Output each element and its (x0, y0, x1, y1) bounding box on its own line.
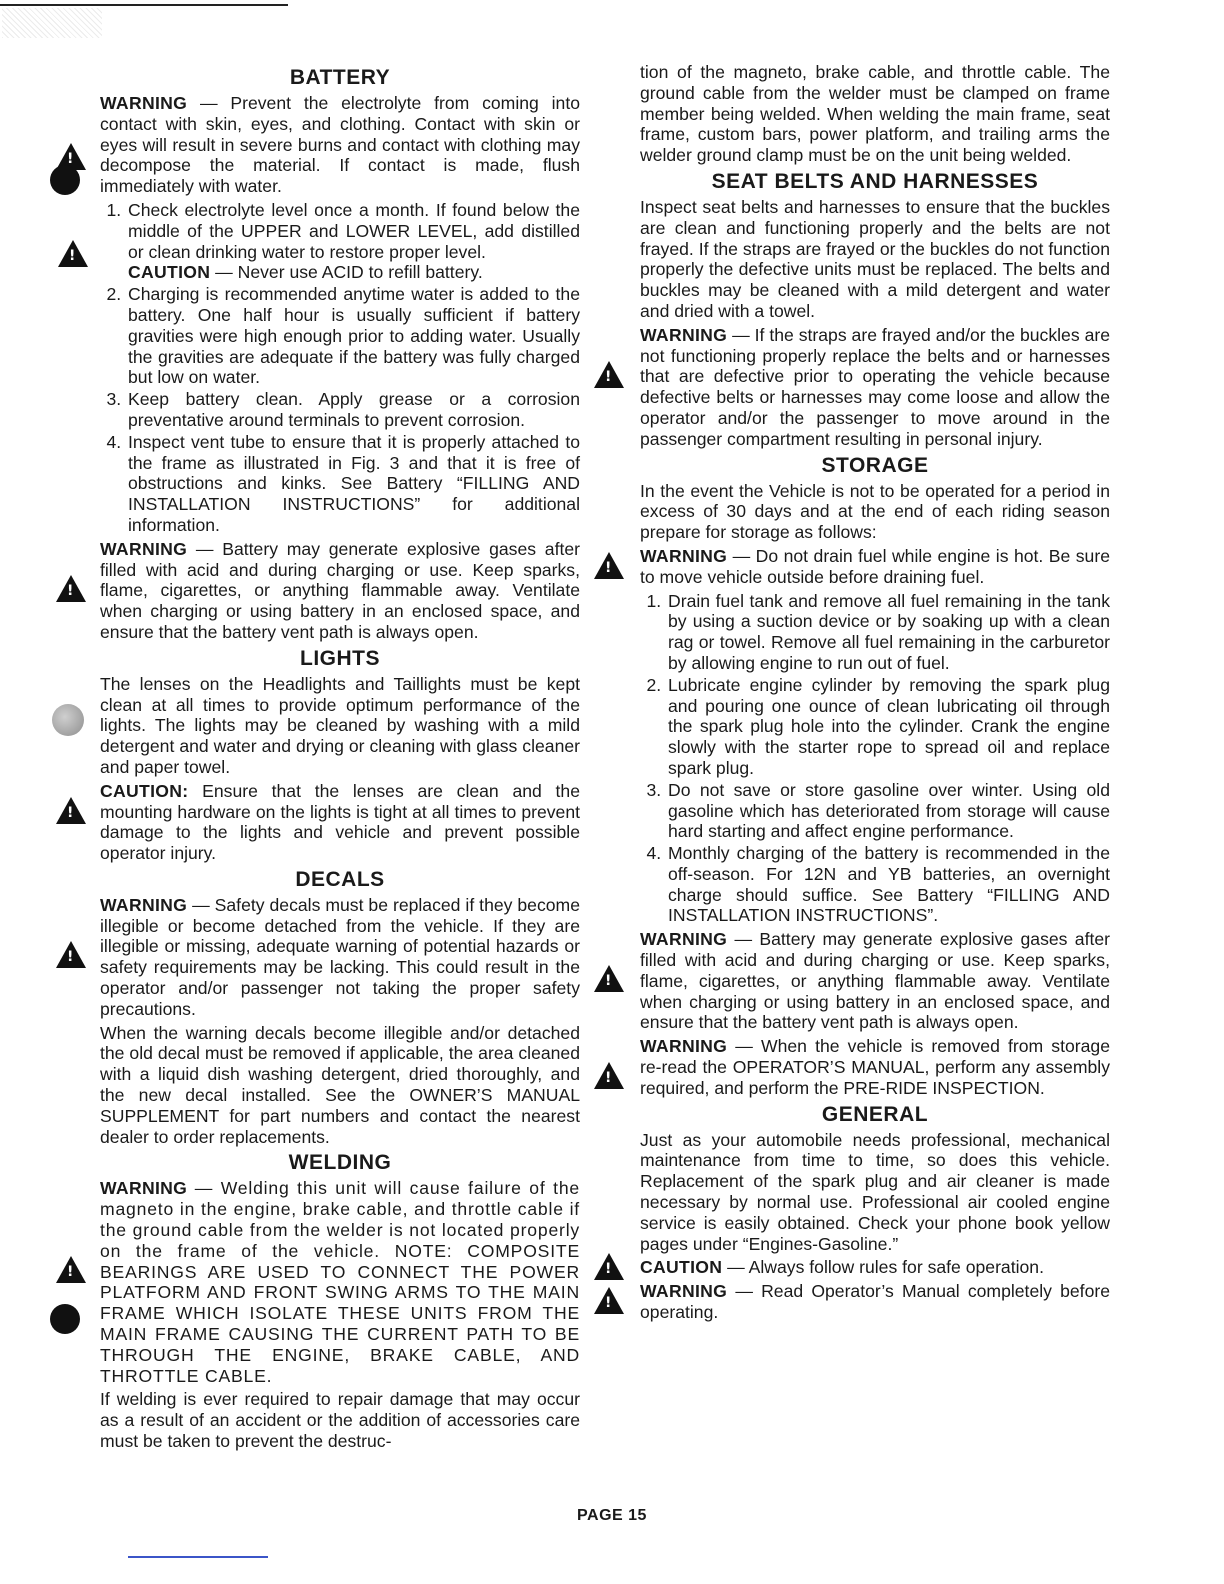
storage-step-2: 2. Lubricate engine cylinder by removing the spark plug and pouring one ounce of clean lubricating oil through the spark plug hole into the cylinder. Crank the engine slowly with the starter rope to spread oil and replace spark plug. (666, 675, 1110, 779)
storage-warning (640, 546, 1110, 588)
right-column (640, 62, 1110, 1326)
welding-body-2: tion of the magneto, brake cable, and throttle cable. The ground cable from the welder must be clamped on frame member being welded. When welding the main frame, seat frame, custom bars, power platform, and trailing arms the welder ground clamp must be on the unit being welded. (640, 62, 1110, 166)
general-body: Just as your automobile needs professional, mechanical maintenance from time to time, so does this vehicle. Replacement of the spark plug and air cleaner is made necessary by normal use. Professional air cooled engine service is easily obtained. Check your phone book yellow pages under “Engines-Gasoline.” (640, 1129, 1110, 1254)
seat-belts-warning (640, 325, 1110, 450)
welding-section (100, 1151, 580, 1451)
warning-triangle-icon (594, 1287, 624, 1314)
storage-warning-3 (640, 1036, 1110, 1098)
warning-label: WARNING (100, 93, 188, 113)
warning-triangle-icon (58, 240, 88, 267)
warning-text: — Prevent the electrolyte from coming into contact with skin, eyes, and clothing. Contact with skin or eyes will result in severe burns and contact with clothing may decompose the material. If contact is made, flush immediately with water. (100, 93, 580, 197)
warning-text: — Welding this unit will cause failure of the magneto in the engine, brake cable, and throttle cable if the ground cable from the welder is not located properly on the frame of the vehicle. NOTE: COMPOSITE BEARINGS ARE USED TO CONNECT THE POWER PLATFORM AND FRONT SWING ARMS TO THE MAIN FRAME WHICH ISOLATE THESE UNITS FROM THE MAIN FRAME CAUSING THE CURRENT PATH TO BE THROUGH THE ENGINE, BRAKE CABLE, AND THROTTLE CABLE. (100, 1178, 580, 1386)
decals-body: When the warning decals become illegible and/or detached the old decal must be removed if applicable, the area cleaned with a liquid dish washing detergent, dried thoroughly, and the new decal installed. See the OWNER’S MANUAL SUPPLEMENT for part numbers and contact the nearest dealer to order replacements. (100, 1022, 580, 1147)
storage-step-1: 1. Drain fuel tank and remove all fuel remaining in the tank by using a suction device or by soaking up with a clean rag or towel. Remove all fuel remaining in the carburetor by allowing engine to run out of fuel. (666, 591, 1110, 674)
seat-belts-body: Inspect seat belts and harnesses to ensure that the buckles are clean and functioning properly and the belts are not frayed. If the straps are frayed or the buckles do not function properly the defective units must be replaced. The belts and buckles may be cleaned with a mild detergent and water and dried with a towel. (640, 196, 1110, 321)
battery-step-3: 3. Keep battery clean. Apply grease or a corrosion preventative around terminals to prevent corrosion. (126, 389, 580, 431)
warning-text: — Read Operator’s Manual completely before operating. (640, 1281, 1110, 1323)
storage-intro: In the event the Vehicle is not to be operated for a period in excess of 30 days and at the end of each riding season prepare for storage as follows: (640, 480, 1110, 543)
battery-step-1: 1. Check electrolyte level once a month. If found below the middle of the UPPER and LOWER LEVEL, add distilled or clean drinking water to restore proper level. ! CAUTION — Never use ACID to refill battery. (126, 200, 580, 283)
battery-warning-2 (100, 539, 580, 643)
welding-heading: WELDING (288, 1151, 392, 1175)
bottom-rule (128, 1556, 268, 1558)
battery-heading: BATTERY (289, 66, 391, 89)
storage-warning-2 (640, 929, 1110, 1033)
warning-label: WARNING (640, 324, 728, 345)
battery-step-4: 4. Inspect vent tube to ensure that it is properly attached to the frame as illustrated in Fig. 3 and that it is free of obstructions and kinks. See Battery “FILLING AND INSTALLATION INSTRUCTIONS” for additional information. (126, 432, 580, 536)
warning-triangle-icon (56, 797, 86, 824)
warning-text: — Safety decals must be replaced if they become illegible or become detached from the vehicle. If they are illegible or missing, adequate warning of potential hazards or safety requirements may be lacking. This could result in the operator and/or passenger not taking the proper safety precautions. (100, 894, 580, 1019)
battery-steps (100, 200, 580, 536)
black-disc-icon (50, 1304, 80, 1334)
lights-body-block (100, 674, 580, 778)
battery-step-2: 2. Charging is recommended anytime water is added to the battery. One half hour is usually sufficient if battery gravities were high enough prior to adding water. Usually the gravities are adequate if the battery was fully charged but low on water. (126, 284, 580, 388)
warning-text: — If the straps are frayed and/or the buckles are not functioning properly replace the belts and or harnesses that are defective prior to operating the vehicle because defective belts or harnesses may come loose and allow the operator and/or the passenger to move around in the passenger compartment resulting in personal injury. (640, 324, 1110, 449)
decals-warning (100, 895, 580, 1020)
lights-heading: LIGHTS (300, 646, 380, 670)
storage-steps (640, 591, 1110, 927)
warning-triangle-icon (56, 1256, 86, 1283)
top-rule (0, 4, 288, 6)
battery-warning (100, 93, 580, 197)
warning-label: WARNING (640, 929, 728, 950)
warning-triangle-icon (594, 361, 624, 388)
caution-label: CAUTION (128, 262, 211, 283)
warning-text: — Do not drain fuel while engine is hot. Be sure to move vehicle outside before draining fuel. (640, 545, 1110, 587)
general-caution (640, 1257, 1110, 1278)
warning-label: WARNING (640, 1281, 728, 1302)
general-warning (640, 1281, 1110, 1323)
caution-label: CAUTION (640, 1257, 723, 1278)
warning-text: — When the vehicle is removed from storage re-read the OPERATOR’S MANUAL, perform any assembly required, and perform the PRE-RIDE INSPECTION. (640, 1036, 1110, 1098)
caution-text: — Always follow rules for safe operation. (722, 1257, 1044, 1278)
caution-text: Ensure that the lenses are clean and the mounting hardware on the lights is tight at all times to prevent damage to the lights and vehicle and prevent possible operator injury. (100, 780, 580, 864)
warning-triangle-icon (594, 1062, 624, 1089)
warning-label: WARNING (100, 894, 188, 915)
warning-triangle-icon (594, 552, 624, 579)
decals-section (100, 868, 580, 1148)
general-section (640, 1103, 1110, 1323)
welding-warning (100, 1178, 580, 1386)
storage-step-4: 4. Monthly charging of the battery is recommended in the off-season. For 12N and YB batteries, an overnight charge should suffice. See Battery “FILLING AND INSTALLATION INSTRUCTIONS”. (666, 843, 1110, 926)
caution-label: CAUTION: (100, 780, 189, 801)
battery-caution (128, 262, 580, 283)
scan-smudge (2, 8, 102, 38)
seat-belts-section (640, 170, 1110, 450)
warning-triangle-icon (594, 965, 624, 992)
grey-disc-icon (52, 704, 84, 736)
lights-section (100, 647, 580, 864)
storage-step-3: 3. Do not save or store gasoline over winter. Using old gasoline which has deteriorated from storage will cause hard starting and affect engine performance. (666, 780, 1110, 842)
warning-text: — Battery may generate explosive gases after filled with acid and during charging or use. Keep sparks, flame, cigarettes, or anything flammable away. Ventilate when charging or using battery in an enclosed space, and ensure that the battery vent path is always open. (640, 929, 1110, 1033)
lights-body: The lenses on the Headlights and Taillights must be kept clean at all times to provide optimum performance of the lights. The lights may be cleaned by washing with a mild detergent and water and drying or cleaning with glass cleaner and paper towel. (100, 673, 580, 777)
welding-body-1: If welding is ever required to repair damage that may occur as a result of an accident or the addition of accessories care must be taken to prevent the destruc- (100, 1389, 580, 1452)
warning-label: WARNING (100, 1178, 188, 1199)
decals-heading: DECALS (295, 867, 385, 891)
lights-caution (100, 781, 580, 864)
black-disc-icon (50, 165, 80, 195)
caution-text: — Never use ACID to refill battery. (210, 262, 483, 283)
warning-text: — Battery may generate explosive gases after filled with acid and during charging or use. Keep sparks, flame, cigarettes, or anything flammable away. Ventilate when charging or using battery in an enclosed space, and ensure that the battery vent path is always open. (100, 538, 580, 642)
warning-label: WARNING (640, 1036, 728, 1057)
page-number: PAGE 15 (577, 1507, 647, 1524)
warning-label: WARNING (640, 545, 728, 566)
storage-section (640, 454, 1110, 1099)
warning-triangle-icon (56, 941, 86, 968)
warning-triangle-icon (56, 575, 86, 602)
warning-triangle-icon (594, 1253, 624, 1280)
general-heading: GENERAL (821, 1102, 929, 1126)
battery-section (100, 66, 580, 643)
warning-label: WARNING (100, 538, 188, 559)
left-column (100, 62, 580, 1455)
seat-belts-heading: SEAT BELTS AND HARNESSES (711, 169, 1039, 193)
storage-heading: STORAGE (821, 453, 929, 477)
